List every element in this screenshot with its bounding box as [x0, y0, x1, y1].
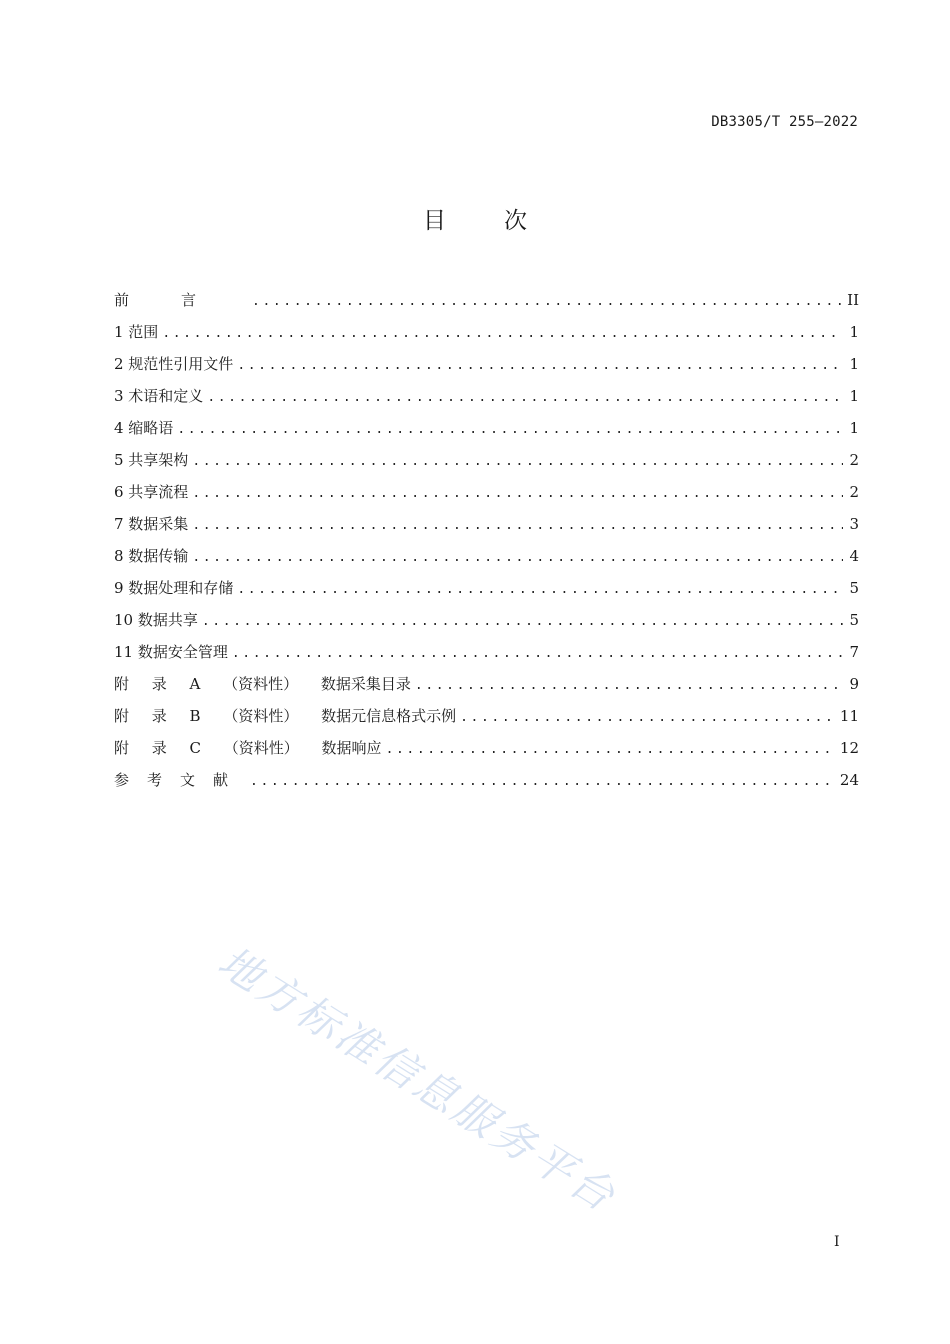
toc-leader-dots — [386, 734, 834, 766]
toc-entry[interactable] — [114, 444, 859, 476]
toc-entry-label: 10 数据共享 — [114, 611, 198, 629]
page-number: I — [834, 1234, 840, 1250]
toc-leader-dots — [207, 382, 843, 414]
toc-entry-label: 参考文献 — [114, 771, 247, 789]
toc-entry[interactable] — [114, 284, 859, 316]
toc-entry-page: 3 — [849, 515, 859, 533]
toc-leader-dots — [177, 414, 843, 446]
toc-entry-label: 4 缩略语 — [114, 419, 174, 437]
toc-entry-page: II — [847, 291, 859, 309]
toc-leader-dots — [237, 350, 843, 382]
toc-entry[interactable] — [114, 668, 859, 700]
toc-entry-label: 前言 — [114, 291, 249, 309]
toc-entry-page: 1 — [849, 323, 859, 341]
toc-entry[interactable] — [114, 316, 859, 348]
toc-entry-label: 11 数据安全管理 — [114, 643, 228, 661]
watermark: 地方标准信息服务平台 — [209, 936, 626, 1223]
toc-entry-label: 附 录 C （资料性） 数据响应 — [114, 739, 382, 757]
toc-entry-page: 2 — [849, 451, 859, 469]
toc-entry-page: 12 — [839, 739, 859, 757]
toc-entry[interactable] — [114, 508, 859, 540]
toc-entry-page: 2 — [849, 483, 859, 501]
toc-entry-label: 1 范围 — [114, 323, 159, 341]
toc-entry-page: 1 — [849, 387, 859, 405]
toc-entry-label: 6 共享流程 — [114, 483, 189, 501]
toc-entry-page: 1 — [849, 355, 859, 373]
toc-entry-label: 8 数据传输 — [114, 547, 189, 565]
toc-entry[interactable] — [114, 572, 859, 604]
table-of-contents — [114, 284, 859, 796]
toc-entry-page: 1 — [849, 419, 859, 437]
toc-entry-label: 3 术语和定义 — [114, 387, 204, 405]
toc-entry[interactable] — [114, 348, 859, 380]
toc-leader-dots — [192, 478, 843, 510]
toc-leader-dots — [192, 446, 843, 478]
toc-leader-dots — [162, 318, 843, 350]
toc-entry-label: 2 规范性引用文件 — [114, 355, 234, 373]
toc-entry-page: 5 — [849, 611, 859, 629]
toc-entry-page: 24 — [839, 771, 859, 789]
toc-entry[interactable] — [114, 540, 859, 572]
toc-entry-label: 9 数据处理和存储 — [114, 579, 234, 597]
toc-entry-page: 9 — [849, 675, 859, 693]
toc-leader-dots — [202, 606, 844, 638]
toc-leader-dots — [415, 670, 844, 702]
toc-entry-page: 11 — [839, 707, 859, 725]
toc-entry[interactable] — [114, 380, 859, 412]
toc-entry[interactable] — [114, 476, 859, 508]
toc-entry[interactable] — [114, 636, 859, 668]
document-code: DB3305/T 255—2022 — [711, 114, 858, 130]
toc-entry-label: 5 共享架构 — [114, 451, 189, 469]
toc-entry[interactable] — [114, 412, 859, 444]
toc-entry[interactable] — [114, 764, 859, 796]
toc-entry-page: 5 — [849, 579, 859, 597]
toc-leader-dots — [192, 510, 843, 542]
toc-entry-page: 7 — [849, 643, 859, 661]
toc-entry[interactable] — [114, 604, 859, 636]
toc-entry-label: 附 录 B （资料性） 数据元信息格式示例 — [114, 707, 457, 725]
toc-entry-label: 7 数据采集 — [114, 515, 189, 533]
toc-leader-dots — [192, 542, 843, 574]
toc-entry[interactable] — [114, 700, 859, 732]
toc-leader-dots — [252, 286, 841, 318]
toc-entry-page: 4 — [849, 547, 859, 565]
toc-entry-label: 附 录 A （资料性） 数据采集目录 — [114, 675, 411, 693]
toc-leader-dots — [237, 574, 843, 606]
toc-entry[interactable] — [114, 732, 859, 764]
toc-leader-dots — [232, 638, 844, 670]
toc-leader-dots — [250, 766, 834, 798]
toc-leader-dots — [460, 702, 834, 734]
page-title: 目次 — [423, 208, 585, 234]
